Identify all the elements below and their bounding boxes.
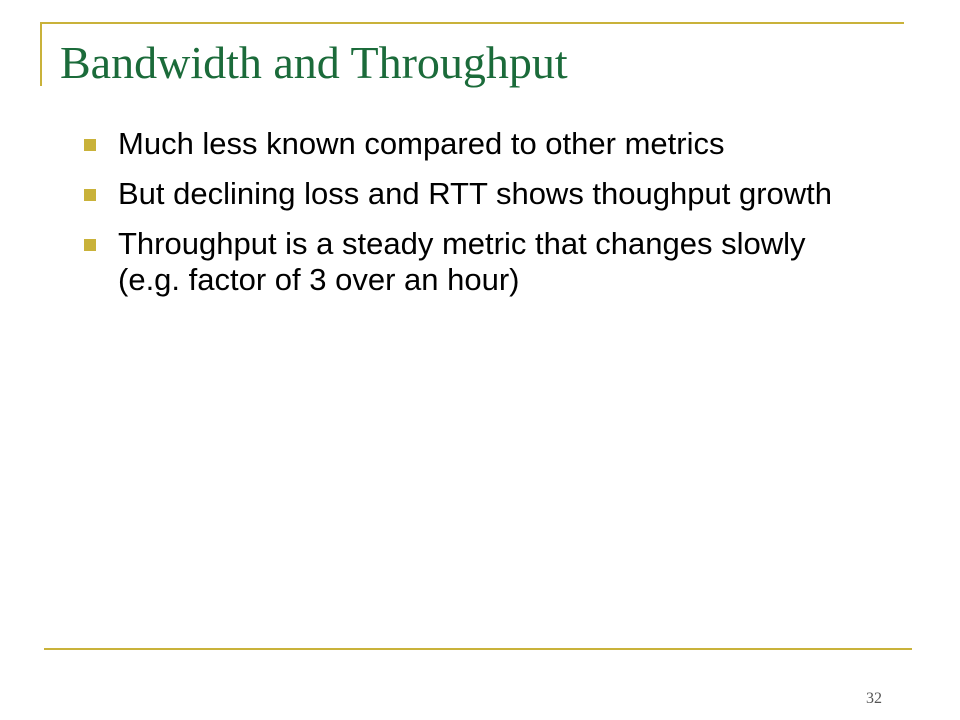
- bullet-list: [84, 126, 844, 312]
- square-bullet-icon: [84, 239, 96, 251]
- bullet-text: But declining loss and RTT shows thoughput growth: [118, 176, 832, 211]
- bullet-text: Throughput is a steady metric that changes slowly (e.g. factor of 3 over an hour): [118, 226, 806, 297]
- bullet-item: [84, 126, 844, 162]
- bullet-text: Much less known compared to other metrics: [118, 126, 725, 161]
- slide-title: Bandwidth and Throughput: [60, 37, 568, 88]
- bullet-item: [84, 176, 844, 212]
- left-rule: [40, 22, 42, 86]
- page-number: 32: [866, 690, 882, 707]
- bullet-item: [84, 226, 844, 298]
- square-bullet-icon: [84, 189, 96, 201]
- square-bullet-icon: [84, 139, 96, 151]
- top-rule: [40, 22, 904, 24]
- bottom-rule: [44, 648, 912, 650]
